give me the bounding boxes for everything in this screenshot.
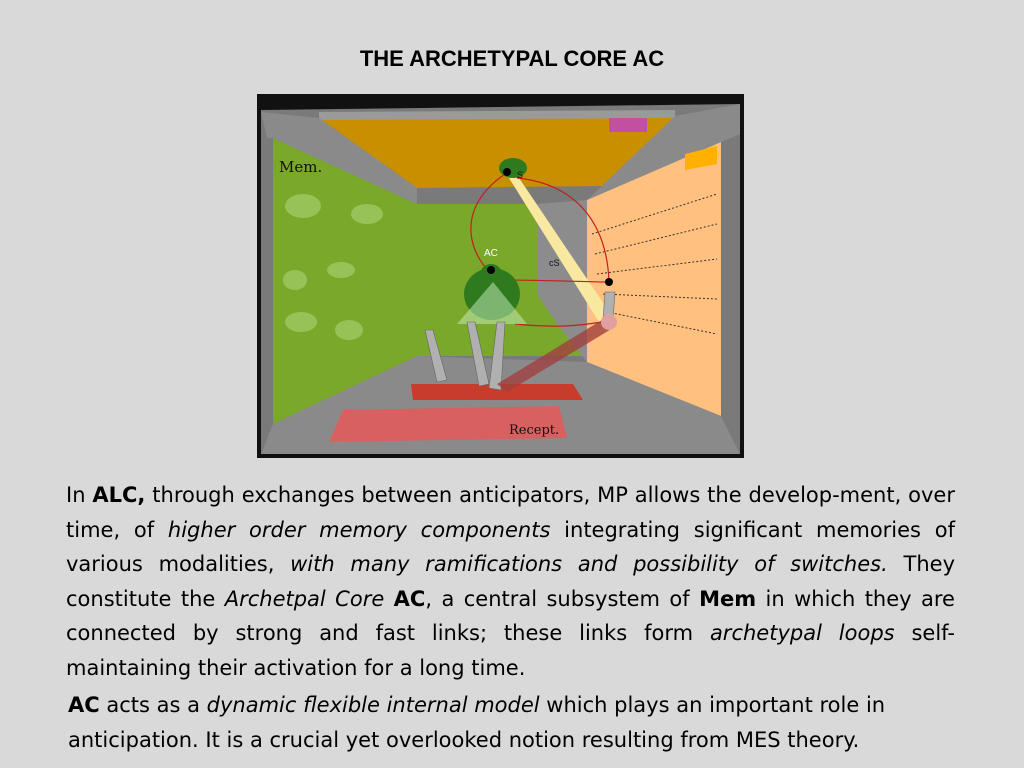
s-label: S [517,170,524,180]
mem-label: Mem. [279,158,323,176]
slide-title: THE ARCHETYPAL CORE AC [359,46,665,71]
archetypal-core-figure [257,94,744,458]
paragraph-ac: AC acts as a dynamic flexible internal model which plays an important role in anticipation. It is a crucial yet overlooked notion resulting from MES theory. [68,693,886,752]
cs-label: cS [549,258,560,268]
ac-label: AC [484,248,498,259]
paragraph-alc: In ALC, through exchanges between anticipators, MP allows the develop-ment, over time, of higher order memory components integrating significant memories of various modalities, with many ramifications and possibility of switches. They constitute the Archetpal Core AC, a central subsystem of Mem in which they are connected by strong and fast links; these links form archetypal loops self-maintaining their activation for a long time. [66,483,956,680]
recept-label: Recept. [509,423,560,438]
